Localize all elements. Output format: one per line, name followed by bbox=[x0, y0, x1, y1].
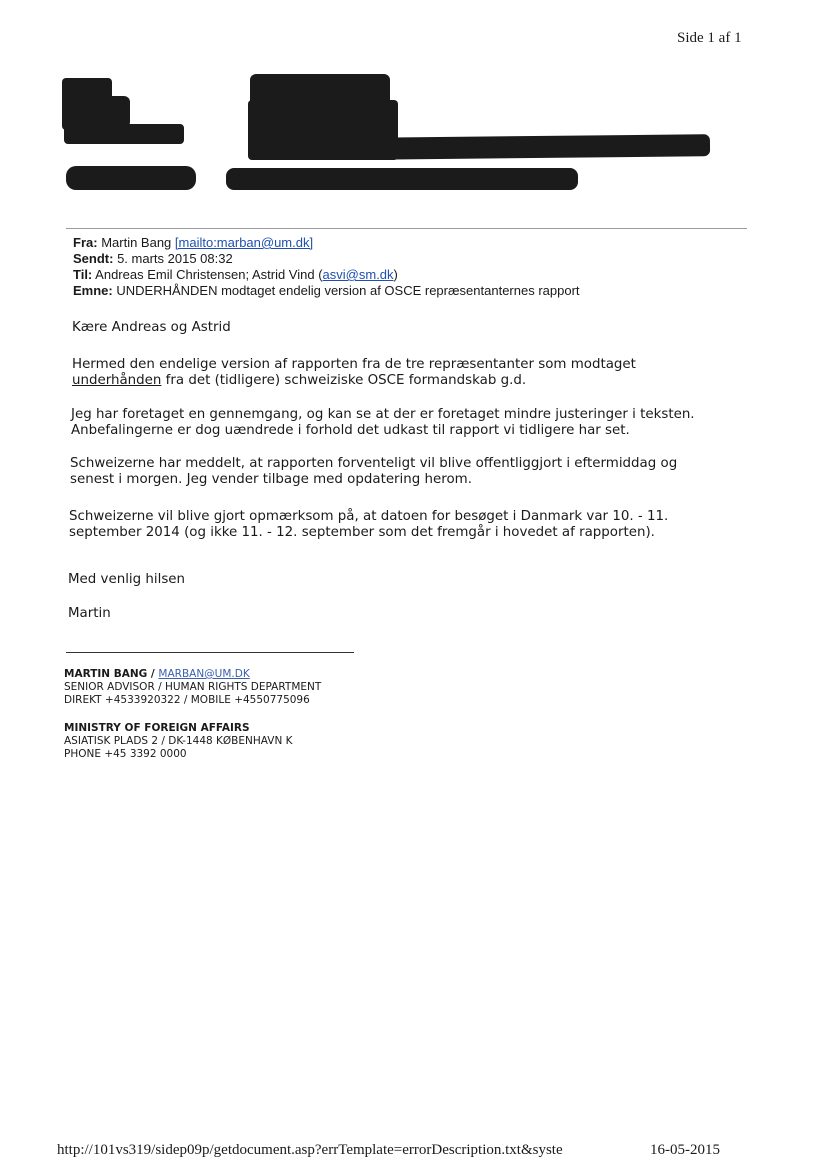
signature-address: ASIATISK PLADS 2 / DK-1448 KØBENHAVN K bbox=[64, 735, 293, 747]
signature-name-line bbox=[64, 668, 250, 681]
signature-divider bbox=[66, 652, 354, 653]
page-number: Side 1 af 1 bbox=[677, 30, 742, 46]
sent-label: Sendt: bbox=[73, 251, 114, 266]
header-divider bbox=[66, 228, 747, 229]
signature-org: MINISTRY OF FOREIGN AFFAIRS bbox=[64, 722, 250, 734]
closing: Med venlig hilsen bbox=[68, 572, 186, 587]
to-label: Til: bbox=[73, 267, 93, 282]
signature-title: SENIOR ADVISOR / HUMAN RIGHTS DEPARTMENT bbox=[64, 681, 322, 693]
paragraph-1-line-1: Hermed den endelige version af rapporten fra de tre repræsentanter som modtaget bbox=[72, 357, 636, 372]
from-label: Fra: bbox=[73, 235, 98, 250]
subject-line bbox=[73, 283, 580, 299]
signoff: Martin bbox=[68, 606, 111, 621]
to-close: ) bbox=[393, 267, 398, 282]
signature-name: MARTIN BANG bbox=[64, 668, 148, 680]
from-line bbox=[73, 235, 313, 251]
paragraph-3-line-2: senest i morgen. Jeg vender tilbage med opdatering herom. bbox=[70, 472, 472, 487]
to-value: Andreas Emil Christensen; Astrid Vind ( bbox=[95, 267, 323, 282]
footer-url: http://101vs319/sidep09p/getdocument.asp?errTemplate=errorDescription.txt&syste bbox=[57, 1142, 563, 1158]
paragraph-4-line-1: Schweizerne vil blive gjort opmærksom på, at datoen for besøget i Danmark var 10. - 11. bbox=[69, 509, 669, 524]
paragraph-2-line-2: Anbefalingerne er dog uændrede i forhold det udkast til rapport vi tidligere har set. bbox=[71, 423, 630, 438]
sent-line bbox=[73, 251, 233, 267]
to-line bbox=[73, 267, 398, 283]
underhanden-underlined: underhånden bbox=[72, 373, 162, 388]
signature-phone: PHONE +45 3392 0000 bbox=[64, 748, 187, 760]
signature-email-link[interactable]: MARBAN@UM.DK bbox=[158, 668, 250, 680]
signature-phones: DIREKT +4533920322 / MOBILE +4550775096 bbox=[64, 694, 310, 706]
paragraph-1-line-2 bbox=[72, 373, 526, 389]
from-name: Martin Bang bbox=[101, 235, 172, 250]
greeting: Kære Andreas og Astrid bbox=[72, 320, 231, 335]
to-email-link[interactable]: asvi@sm.dk bbox=[322, 267, 394, 282]
paragraph-4-line-2: september 2014 (og ikke 11. - 12. september som det fremgår i hovedet af rapporten). bbox=[69, 525, 655, 540]
subject-label: Emne: bbox=[73, 283, 113, 298]
signature-separator: / bbox=[147, 668, 159, 680]
footer-date: 16-05-2015 bbox=[650, 1142, 720, 1158]
subject-value: UNDERHÅNDEN modtaget endelig version af OSCE repræsentanternes rapport bbox=[116, 283, 580, 298]
from-email-link[interactable]: [mailto:marban@um.dk] bbox=[174, 235, 314, 250]
paragraph-2-line-1: Jeg har foretaget en gennemgang, og kan se at der er foretaget mindre justeringer i teksten. bbox=[71, 407, 695, 422]
sent-value: 5. marts 2015 08:32 bbox=[117, 251, 233, 266]
paragraph-3-line-1: Schweizerne har meddelt, at rapporten forventeligt vil blive offentliggjort i eftermiddag og bbox=[70, 456, 678, 471]
paragraph-1-line-2-rest: fra det (tidligere) schweiziske OSCE formandskab g.d. bbox=[161, 373, 527, 388]
